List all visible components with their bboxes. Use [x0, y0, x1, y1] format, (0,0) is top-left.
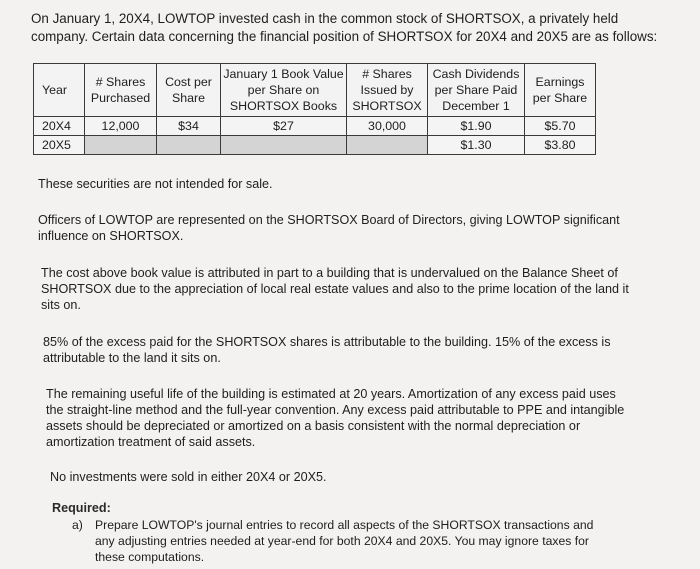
cell-eps: $3.80	[525, 136, 596, 155]
cell-eps: $5.70	[525, 117, 596, 136]
cell-cost-per-share: $34	[157, 117, 221, 136]
paragraph-excess-cost: The cost above book value is attributed in part to a building that is undervalued on the Balance Sheet of SHORTSOX due to the appreciation of local real estate values and also to the prime location of the land it sits on.	[41, 266, 629, 312]
cell-shares-purchased	[85, 136, 157, 155]
intro-text: On January 1, 20X4, LOWTOP invested cash in the common stock of SHORTSOX, a privately held company. Certain data concerning the financial position of SHORTSOX for 20X4 and 20X5 are as follows:	[31, 11, 658, 44]
cell-year: 20X4	[34, 117, 85, 136]
paragraph-allocation: 85% of the excess paid for the SHORTSOX shares is attributable to the building. 15% of the excess is attributable to the land it sits on.	[43, 335, 611, 365]
required-heading: Required:	[52, 501, 111, 515]
paragraph-useful-life: The remaining useful life of the building is estimated at 20 years. Amortization of any excess paid uses the straight-line method and the full-year convention. Any excess paid attributable to PPE and intangible assets should be depreciated or amortized on a basis consistent with the normal depreciation or amortization treatment of said assets.	[46, 387, 625, 449]
cell-shares-issued	[347, 136, 428, 155]
header-eps: Earnings per Share	[525, 64, 596, 117]
cell-book-value: $27	[221, 117, 347, 136]
cell-cash-dividends: $1.90	[428, 117, 525, 136]
header-year: Year	[34, 64, 85, 117]
table-header-row	[34, 64, 596, 117]
header-shares-purchased: # Shares Purchased	[85, 64, 157, 117]
required-item-marker: a)	[72, 518, 83, 532]
cell-cost-per-share	[157, 136, 221, 155]
header-cost-per-share: Cost per Share	[157, 64, 221, 117]
cell-book-value	[221, 136, 347, 155]
cell-cash-dividends: $1.30	[428, 136, 525, 155]
paragraph-no-sales: No investments were sold in either 20X4 or 20X5.	[50, 470, 327, 484]
cell-year: 20X5	[34, 136, 85, 155]
header-cash-dividends: Cash Dividends per Share Paid December 1	[428, 64, 525, 117]
required-item	[72, 517, 612, 565]
required-item-text: Prepare LOWTOP's journal entries to record all aspects of the SHORTSOX transactions and any adjusting entries needed at year-end for both 20X4 and 20X5. You may ignore taxes for these computations.	[95, 518, 594, 564]
paragraph-significant-influence: Officers of LOWTOP are represented on the SHORTSOX Board of Directors, giving LOWTOP significant influence on SHORTSOX.	[38, 213, 620, 243]
cell-shares-purchased: 12,000	[85, 117, 157, 136]
financial-data-table	[33, 63, 596, 155]
paragraph-not-for-sale: These securities are not intended for sale.	[38, 177, 273, 191]
cell-shares-issued: 30,000	[347, 117, 428, 136]
table-row	[34, 136, 596, 155]
table-row	[34, 117, 596, 136]
financial-data-table-wrapper	[33, 63, 596, 155]
header-book-value: January 1 Book Value per Share on SHORTSOX Books	[221, 64, 347, 117]
header-shares-issued: # Shares Issued by SHORTSOX	[347, 64, 428, 117]
